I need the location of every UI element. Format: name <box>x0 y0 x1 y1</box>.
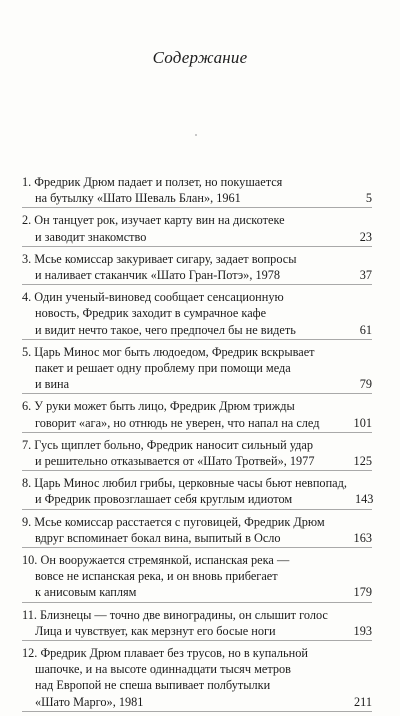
toc-entry-line: 7. Гусь щиплет больно, Фредрик наносит сильный удар <box>22 437 314 452</box>
toc-entry-line: вдруг вспоминает бокал вина, выпитый в Осло <box>35 530 281 545</box>
toc-entry-page-number: 101 <box>353 415 372 430</box>
toc-entry-title <box>22 552 346 601</box>
toc-entry-line: 11. Близнецы — точно две виноградины, он слышит голос <box>22 607 328 622</box>
toc-entry <box>22 289 372 340</box>
toc-entry-title <box>22 212 346 244</box>
page-title: Содержание <box>152 48 248 67</box>
toc-entry-title <box>22 437 346 469</box>
toc-entry-page-number: 143 <box>354 492 374 507</box>
toc-entry-title <box>22 607 346 639</box>
toc-entry-page-number: 193 <box>353 623 372 638</box>
toc-entry-title <box>22 289 346 338</box>
toc-entry-title <box>22 174 346 206</box>
toc-entry-title <box>22 344 346 393</box>
toc-entry-line: Лица и чувствует, как мерзнут его босые ноги <box>35 623 276 638</box>
toc-entry-line: и видит нечто такое, чего предпочел бы не видеть <box>35 322 296 337</box>
toc-entry-line: и решительно отказывается от «Шато Тротвей», 1977 <box>35 454 315 469</box>
toc-entry-page-number: 179 <box>353 585 372 600</box>
toc-entry <box>22 645 372 712</box>
toc-entry-line: 6. У руки может быть лицо, Фредрик Дрюм трижды <box>22 399 295 414</box>
toc-entry <box>22 437 372 471</box>
toc-entry <box>22 552 372 603</box>
toc-entry-line: над Европой не спеша выпивает полбутылки <box>35 678 271 693</box>
toc-entry-line: 4. Один ученый-виновед сообщает сенсационную <box>22 290 284 305</box>
toc-entry-page-number: 61 <box>359 322 372 337</box>
toc-entry-line: «Шато Марго», 1981 <box>35 694 144 709</box>
toc-entry-line: пакет и решает одну проблему при помощи меда <box>35 361 291 376</box>
toc-entry <box>22 344 372 395</box>
toc-entry-line: 9. Мсье комиссар расстается с пуговицей, Фредрик Дрюм <box>22 514 325 529</box>
toc-entry-page-number: 5 <box>365 191 372 206</box>
toc-entry-line: говорит «ага», но отнюдь не уверен, что напал на след <box>35 415 320 430</box>
toc-entry <box>22 212 372 246</box>
toc-entry-line: новость, Фредрик заходит в сумрачное кафе <box>35 306 267 321</box>
toc-entry-title <box>22 251 346 283</box>
toc-entry-page-number: 79 <box>359 377 372 392</box>
toc-entry-line: вовсе не испанская река, и он вновь прибегает <box>35 569 278 584</box>
toc-entry-line: 10. Он вооружается стремянкой, испанская река — <box>22 553 290 568</box>
toc-entry-line: 1. Фредрик Дрюм падает и ползет, но покушается <box>22 175 283 189</box>
toc-entry-line: на бутылку «Шато Шеваль Блан», 1961 <box>35 191 241 206</box>
toc-entry-title <box>22 645 346 710</box>
toc-entry-page-number: 37 <box>359 268 372 283</box>
toc-entry-line: и Фредрик провозглашает себя круглым идиотом <box>35 492 293 507</box>
toc-entry-line: 3. Мсье комиссар закуривает сигару, задает вопросы <box>22 251 297 266</box>
toc-entry <box>22 251 372 285</box>
toc-entry-page-number: 211 <box>354 694 372 709</box>
toc-entry-title <box>22 514 346 546</box>
toc-entry-line: и вина <box>35 377 70 392</box>
toc-entry <box>22 475 372 509</box>
table-of-contents <box>22 174 372 716</box>
toc-entry-page-number: 23 <box>359 229 372 244</box>
toc-entry-line: к анисовым каплям <box>35 585 137 600</box>
toc-entry-title <box>22 398 346 430</box>
toc-entry-line: и наливает стаканчик «Шато Гран-Потэ», 1978 <box>35 268 281 283</box>
toc-entry-page-number: 125 <box>353 454 372 469</box>
toc-entry <box>22 514 372 548</box>
decorative-dot <box>195 134 197 136</box>
toc-entry-line: 5. Царь Минос мог быть людоедом, Фредрик вскрывает <box>22 344 315 359</box>
toc-entry-page-number: 163 <box>353 530 372 545</box>
toc-entry-title <box>22 475 355 507</box>
toc-entry <box>22 607 372 641</box>
toc-entry-line: и заводит знакомство <box>35 229 147 244</box>
toc-entry-line: шапочке, и на высоте одиннадцати тысяч метров <box>35 662 291 677</box>
toc-entry <box>22 398 372 432</box>
toc-entry <box>22 174 372 208</box>
toc-entry-line: 8. Царь Минос любил грибы, церковные часы бьют невпопад, <box>22 476 347 491</box>
toc-entry-line: 12. Фредрик Дрюм плавает без трусов, но в купальной <box>22 646 308 661</box>
toc-entry-line: 2. Он танцует рок, изучает карту вин на дискотеке <box>22 213 285 228</box>
